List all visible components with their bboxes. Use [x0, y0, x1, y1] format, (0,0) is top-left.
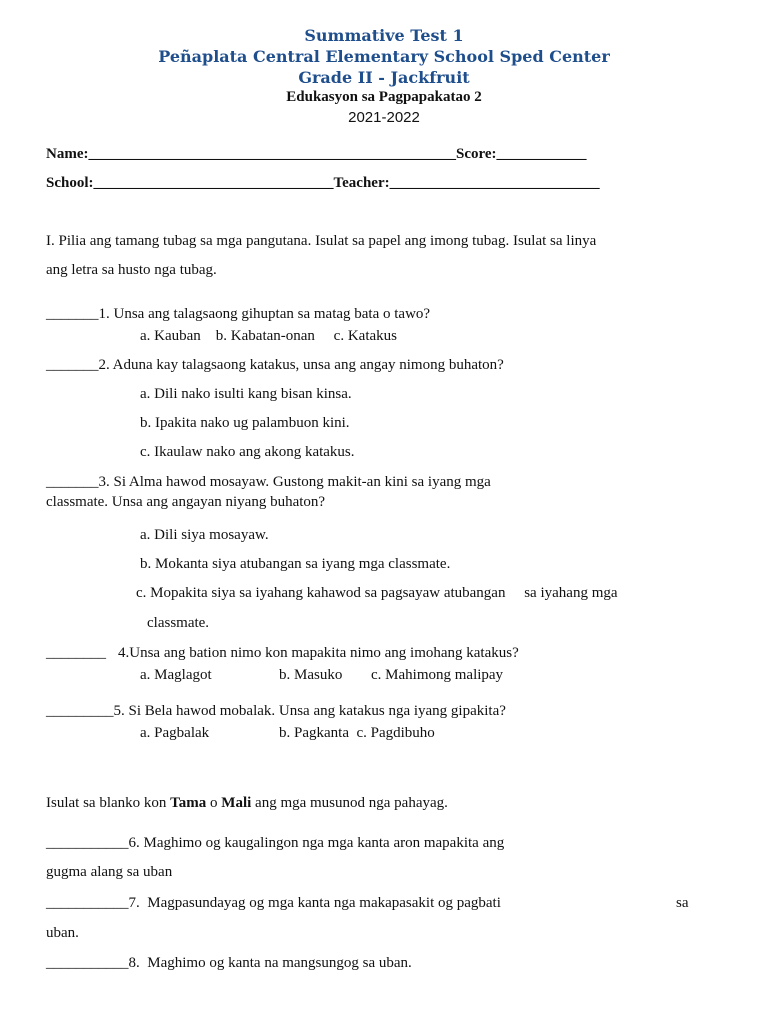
question-5-choice-bc: b. Pagkanta c. Pagdibuho: [279, 725, 435, 741]
part1-instruction-line2: ang letra sa husto nga tubag.: [46, 262, 217, 278]
subject-title: [0, 89, 768, 106]
answer-blank-2[interactable]: _______: [46, 357, 99, 373]
teacher-label: Teacher:: [333, 175, 390, 191]
question-6-text-line2: gugma alang sa uban: [46, 864, 173, 880]
question-4-choice-c: c. Mahimong malipay: [371, 667, 504, 683]
tama-word: Tama: [170, 795, 207, 811]
school-year: 2021-2022: [348, 109, 420, 126]
score-blank[interactable]: ____________: [496, 146, 587, 162]
answer-blank-6[interactable]: ___________: [46, 835, 129, 851]
part1-instruction-line1: I. Pilia ang tamang tubag sa mga pangutana. Isulat sa papel ang imong tubag. Isulat sa linya: [46, 233, 597, 249]
answer-blank-4[interactable]: ________: [46, 645, 106, 661]
question-4: [46, 645, 519, 662]
question-7-text-tail: sa: [676, 895, 689, 911]
question-8: [46, 955, 412, 972]
question-3-text-line2: classmate. Unsa ang angayan niyang buhaton?: [46, 494, 326, 510]
school-blank[interactable]: ________________________________: [93, 175, 334, 191]
part2-instruction-post: ang mga musunod nga pahayag.: [251, 795, 448, 811]
question-8-text: 8. Maghimo og kanta na mangsungog sa uban.: [128, 955, 412, 971]
question-2-choice-b: b. Ipakita nako ug palambuon kini.: [140, 415, 350, 431]
name-label: Name:: [46, 146, 89, 162]
question-3-choice-c-cont: classmate.: [147, 615, 210, 631]
mali-word: Mali: [221, 795, 252, 811]
question-3-choice-a: a. Dili siya mosayaw.: [140, 527, 269, 543]
question-6-text-line1: 6. Maghimo og kaugalingon nga mga kanta aron mapakita ang: [128, 835, 505, 851]
question-5: [46, 703, 506, 720]
question-4-choice-b: b. Masuko: [279, 667, 343, 683]
grade-section: Grade II - Jackfruit: [298, 68, 470, 87]
test-title: Summative Test 1: [304, 26, 464, 45]
question-4-text: 4.Unsa ang bation nimo kon mapakita nimo ang imohang katakus?: [118, 645, 519, 661]
answer-blank-3[interactable]: _______: [46, 474, 99, 490]
answer-blank-5[interactable]: _________: [46, 703, 114, 719]
part2-instruction: [46, 795, 448, 812]
question-2-choice-c: c. Ikaulaw nako ang akong katakus.: [140, 444, 355, 460]
name-score-line: [46, 146, 587, 163]
question-2-choice-a: a. Dili nako isulti kang bisan kinsa.: [140, 386, 352, 402]
teacher-blank[interactable]: ____________________________: [389, 175, 600, 191]
subject-text: Edukasyon sa Pagpapakatao 2: [286, 89, 482, 105]
question-7-text-line1: 7. Magpasundayag og mga kanta nga makapasakit og pagbati: [128, 895, 501, 911]
question-4-choice-a: a. Maglagot: [140, 667, 212, 683]
part2-instruction-mid: o: [206, 795, 222, 811]
question-3-choice-b: b. Mokanta siya atubangan sa iyang mga classmate.: [140, 556, 451, 572]
school-label: School:: [46, 175, 94, 191]
question-6: [46, 835, 504, 852]
question-3-text-line1: 3. Si Alma hawod mosayaw. Gustong makit-an kini sa iyang mga: [98, 474, 491, 490]
question-1-choices: a. Kauban b. Kabatan-onan c. Katakus: [140, 328, 397, 344]
question-1: [46, 306, 430, 323]
answer-blank-1[interactable]: _______: [46, 306, 99, 322]
question-3-choice-c: c. Mopakita siya sa iyahang kahawod sa pagsayaw atubangan sa iyahang mga: [136, 585, 618, 601]
school-teacher-line: [46, 175, 600, 192]
question-2: [46, 357, 504, 374]
answer-blank-8[interactable]: ___________: [46, 955, 129, 971]
answer-blank-7[interactable]: ___________: [46, 895, 129, 911]
question-3: [46, 474, 491, 491]
school-name: Peñaplata Central Elementary School Sped Center: [158, 47, 610, 66]
question-7: [46, 895, 501, 912]
score-label: Score:: [455, 146, 497, 162]
question-7-text-line2: uban.: [46, 925, 79, 941]
name-blank[interactable]: _________________________________________________: [88, 146, 456, 162]
question-5-choice-a: a. Pagbalak: [140, 725, 210, 741]
question-2-text: 2. Aduna kay talagsaong katakus, unsa ang angay nimong buhaton?: [98, 357, 504, 373]
part2-instruction-pre: Isulat sa blanko kon: [46, 795, 171, 811]
question-1-text: 1. Unsa ang talagsaong gihuptan sa matag bata o tawo?: [98, 306, 431, 322]
question-5-text: 5. Si Bela hawod mobalak. Unsa ang katakus nga iyang gipakita?: [113, 703, 506, 719]
